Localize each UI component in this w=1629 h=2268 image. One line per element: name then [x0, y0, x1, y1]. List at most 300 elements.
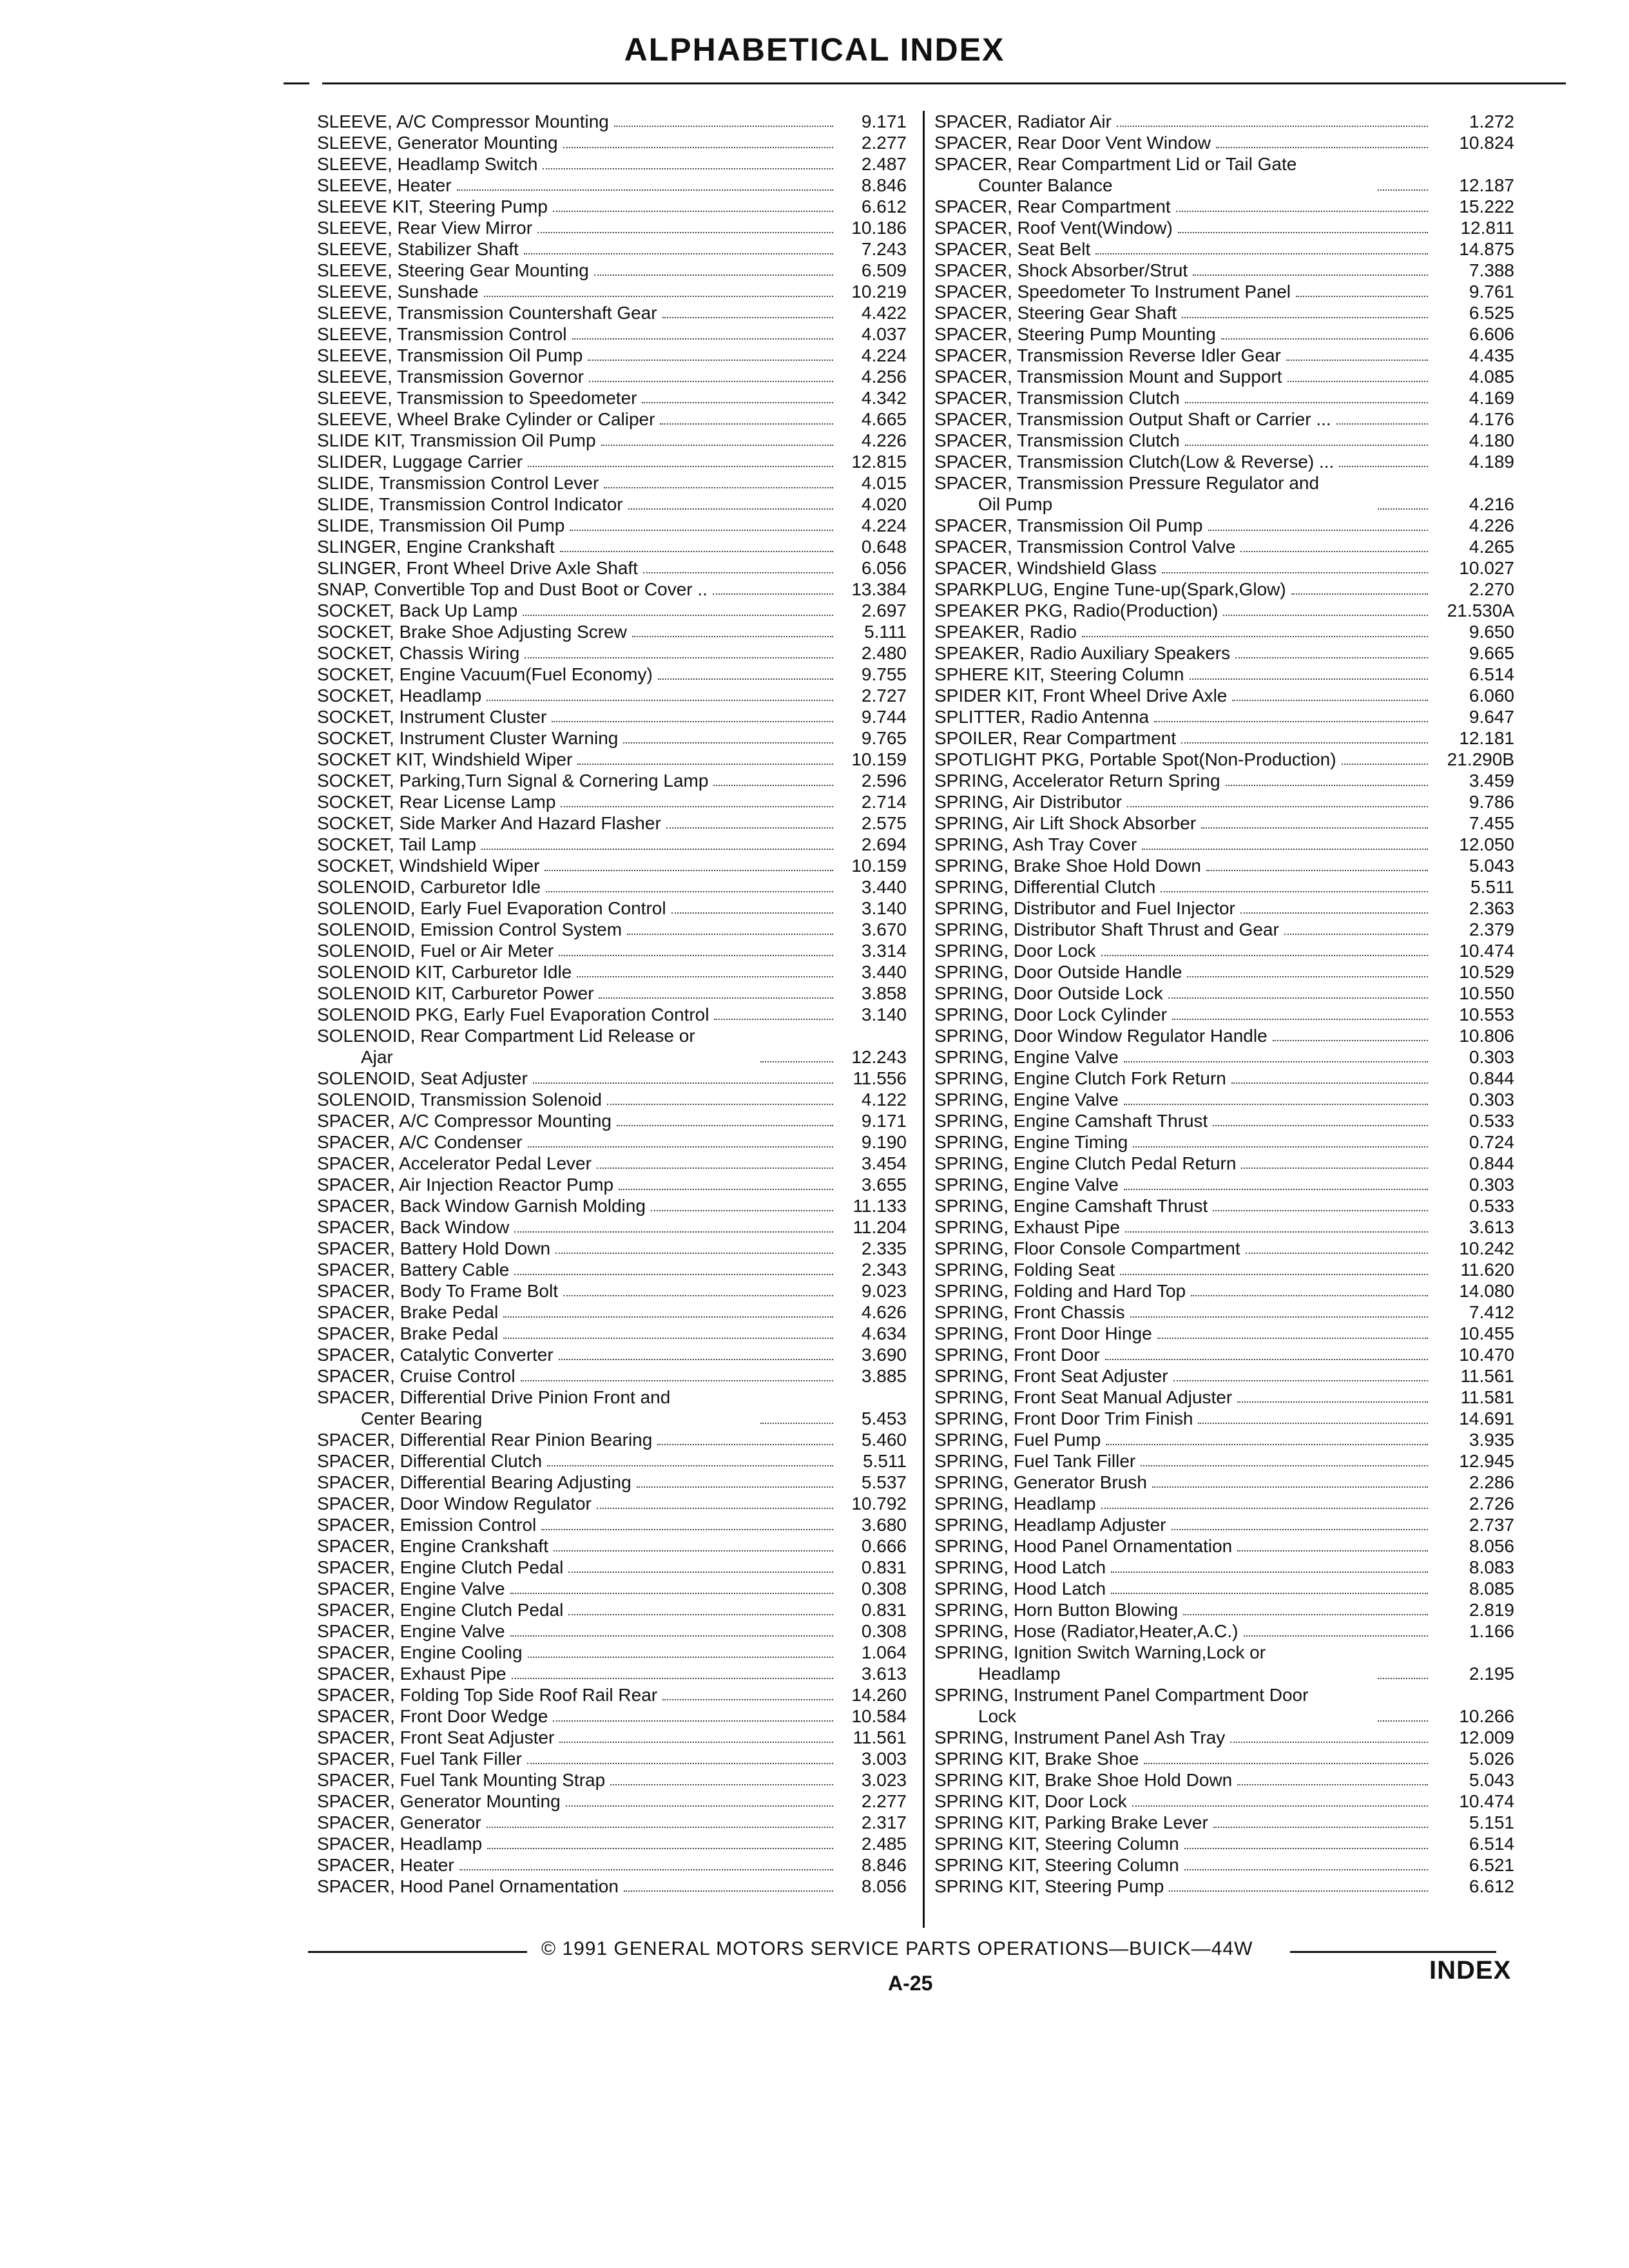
entry-label: SPACER, Generator — [317, 1812, 481, 1832]
entry-page-ref: 2.727 — [861, 686, 907, 706]
entry-page-ref: 2.286 — [1469, 1472, 1514, 1492]
dot-leader — [1130, 1316, 1428, 1318]
entry-page-ref: 0.831 — [861, 1600, 907, 1620]
footer-rule-left — [308, 1951, 527, 1953]
index-entry — [934, 238, 1514, 260]
dot-leader — [628, 508, 833, 510]
dot-leader — [1339, 466, 1428, 467]
entry-page-ref: 5.043 — [1469, 1770, 1514, 1790]
entry-page-ref: 9.665 — [1469, 643, 1514, 663]
entry-page-ref: 3.858 — [861, 983, 907, 1003]
index-entry — [317, 1131, 907, 1153]
entry-label: SPACER, A/C Compressor Mounting — [317, 1111, 612, 1131]
index-entry — [317, 1620, 907, 1642]
index-entry — [317, 451, 907, 472]
entry-page-ref: 5.151 — [1469, 1812, 1514, 1832]
entry-label: SPACER, Front Door Wedge — [317, 1706, 548, 1726]
dot-leader — [523, 615, 833, 616]
index-entry — [317, 642, 907, 664]
index-entry — [934, 1387, 1514, 1408]
index-entry — [317, 196, 907, 217]
dot-leader — [1240, 912, 1428, 914]
index-entry — [934, 983, 1514, 1004]
entry-page-ref: 11.620 — [1460, 1260, 1514, 1280]
entry-page-ref: 4.226 — [1469, 515, 1514, 535]
index-entry — [934, 196, 1514, 217]
entry-page-ref: 6.060 — [1469, 686, 1514, 706]
entry-page-ref: 2.335 — [861, 1238, 907, 1258]
entry-label: SPRING, Front Seat Manual Adjuster — [934, 1387, 1233, 1407]
entry-page-ref: 10.792 — [851, 1494, 907, 1514]
entry-label: SLEEVE, Steering Gear Mounting — [317, 260, 589, 280]
entry-page-ref: 3.440 — [861, 962, 907, 982]
dot-leader — [1378, 1678, 1428, 1679]
entry-label: SPACER, Differential Clutch — [317, 1451, 543, 1471]
entry-label-continued: Oil Pump — [978, 494, 1053, 514]
entry-label: SPACER, Back Window Garnish Molding — [317, 1196, 646, 1216]
index-entry — [317, 1578, 907, 1599]
entry-page-ref: 4.176 — [1469, 409, 1514, 429]
index-entry — [317, 876, 907, 898]
entry-label: SPRING, Floor Console Compartment — [934, 1238, 1240, 1258]
entry-page-ref: 5.511 — [1470, 877, 1514, 897]
index-entry — [317, 1153, 907, 1174]
entry-label: SPACER, Brake Pedal — [317, 1323, 499, 1343]
index-entry — [317, 961, 907, 983]
entry-label: SPACER, Seat Belt — [934, 239, 1091, 259]
dot-leader — [1162, 572, 1428, 573]
index-entry — [317, 1748, 907, 1769]
dot-leader — [561, 806, 833, 807]
entry-page-ref: 3.670 — [861, 919, 907, 939]
entry-label: SPACER, Engine Clutch Pedal — [317, 1557, 564, 1577]
entry-label: SPACER, Windshield Glass — [934, 558, 1157, 578]
entry-page-ref: 3.655 — [861, 1175, 907, 1195]
entry-label: SPRING, Front Door Hinge — [934, 1323, 1152, 1343]
entry-page-ref: 3.613 — [861, 1664, 907, 1684]
dot-leader — [1171, 1529, 1429, 1530]
entry-label: SPACER, Headlamp — [317, 1834, 483, 1854]
dot-leader — [545, 870, 833, 871]
entry-page-ref: 0.844 — [1469, 1153, 1514, 1173]
dot-leader — [1124, 1104, 1428, 1105]
index-entry — [317, 366, 907, 387]
entry-page-ref: 10.474 — [1459, 1791, 1514, 1811]
entry-label: SPRING KIT, Parking Brake Lever — [934, 1812, 1208, 1832]
index-entry — [317, 1302, 907, 1323]
entry-page-ref: 2.277 — [861, 1791, 907, 1811]
entry-label: SPACER, Roof Vent(Window) — [934, 218, 1173, 238]
entry-page-ref: 10.584 — [851, 1706, 907, 1726]
dot-leader — [1226, 785, 1428, 786]
entry-label: SPRING, Brake Shoe Hold Down — [934, 856, 1201, 876]
entry-page-ref: 2.480 — [861, 643, 907, 663]
entry-label: SPEAKER PKG, Radio(Production) — [934, 601, 1219, 620]
entry-label: SPRING, Fuel Tank Filler — [934, 1451, 1136, 1471]
entry-label: SOLENOID KIT, Carburetor Power — [317, 983, 594, 1003]
entry-label: SOLENOID, Rear Compartment Lid Release or Ajar — [317, 1026, 695, 1067]
index-entry — [934, 919, 1514, 940]
index-column-left — [317, 111, 907, 1897]
index-entry — [317, 685, 907, 706]
entry-page-ref: 3.459 — [1469, 771, 1514, 791]
dot-leader — [1198, 1423, 1428, 1424]
index-entry — [934, 685, 1514, 706]
dot-leader — [760, 1061, 833, 1062]
entry-page-ref: 9.171 — [861, 1111, 907, 1131]
entry-label: SPRING, Engine Clutch Pedal Return — [934, 1153, 1237, 1173]
dot-leader — [604, 487, 833, 488]
index-entry — [317, 812, 907, 834]
entry-label: SPACER, Radiator Air — [934, 111, 1112, 131]
dot-leader — [563, 1295, 833, 1296]
index-entry — [934, 1684, 1514, 1727]
index-entry — [317, 983, 907, 1004]
entry-label: SPACER, Front Seat Adjuster — [317, 1727, 555, 1747]
dot-leader — [1184, 1848, 1428, 1849]
entry-label: SPRING, Accelerator Return Spring — [934, 771, 1220, 791]
dot-leader — [1154, 721, 1428, 722]
entry-label: SOLENOID, Fuel or Air Meter — [317, 941, 554, 961]
dot-leader — [1120, 1274, 1428, 1275]
entry-label: SOCKET, Chassis Wiring — [317, 643, 520, 663]
dot-leader — [1240, 551, 1428, 552]
index-entry — [934, 1110, 1514, 1131]
index-entry — [934, 898, 1514, 919]
entry-label: SPEAKER, Radio Auxiliary Speakers — [934, 643, 1231, 663]
entry-page-ref: 12.181 — [1459, 728, 1514, 748]
index-entry — [934, 1854, 1514, 1876]
entry-label: SPRING, Instrument Panel Ash Tray — [934, 1727, 1226, 1747]
dot-leader — [1193, 274, 1428, 276]
entry-label: SPRING, Horn Button Blowing — [934, 1600, 1179, 1620]
entry-label: SPRING, Front Door — [934, 1345, 1100, 1365]
dot-leader — [601, 445, 833, 446]
entry-page-ref: 3.440 — [861, 877, 907, 897]
dot-leader — [1246, 1253, 1428, 1254]
index-entry — [934, 387, 1514, 408]
entry-label: SPACER, Transmission Mount and Support — [934, 367, 1282, 387]
dot-leader — [1127, 806, 1428, 807]
dot-leader — [1190, 678, 1429, 680]
dot-leader — [572, 338, 834, 340]
index-entry — [934, 217, 1514, 238]
dot-leader — [487, 1827, 833, 1828]
index-entry — [317, 1004, 907, 1025]
index-entry — [934, 1535, 1514, 1557]
index-entry — [317, 387, 907, 408]
entry-page-ref: 7.243 — [861, 239, 907, 259]
entry-page-ref: 0.303 — [1469, 1090, 1514, 1110]
index-entry — [934, 1599, 1514, 1620]
entry-page-ref: 2.343 — [861, 1260, 907, 1280]
entry-label: SPACER, A/C Condenser — [317, 1132, 523, 1152]
dot-leader — [614, 126, 833, 127]
index-entry — [317, 898, 907, 919]
entry-label: SPRING, Hood Latch — [934, 1579, 1106, 1599]
dot-leader — [666, 827, 833, 829]
entry-label: SPRING, Door Window Regulator Handle — [934, 1026, 1268, 1046]
entry-label: SPOTLIGHT PKG, Portable Spot(Non-Production) — [934, 749, 1336, 769]
entry-page-ref: 11.581 — [1460, 1387, 1514, 1407]
index-entry — [934, 1004, 1514, 1025]
dot-leader — [1241, 1168, 1428, 1169]
entry-page-ref: 3.885 — [861, 1366, 907, 1386]
index-entry — [317, 430, 907, 451]
dot-leader — [1208, 530, 1429, 531]
entry-label: SLEEVE, Transmission Countershaft Gear — [317, 303, 657, 323]
index-entry — [317, 345, 907, 366]
dot-leader — [1105, 1359, 1428, 1360]
entry-label: SOCKET KIT, Windshield Wiper — [317, 749, 573, 769]
entry-page-ref: 5.537 — [861, 1472, 907, 1492]
entry-page-ref: 9.755 — [861, 664, 907, 684]
dot-leader — [1101, 1508, 1428, 1509]
index-entry — [934, 451, 1514, 472]
index-entry — [934, 1365, 1514, 1387]
entry-page-ref: 8.056 — [1469, 1536, 1514, 1556]
dot-leader — [1213, 1827, 1428, 1828]
index-entry — [934, 1216, 1514, 1238]
entry-label: SPACER, Transmission Pressure Regulator and Oil Pump — [934, 473, 1320, 514]
entry-label: SOCKET, Windshield Wiper — [317, 856, 540, 876]
entry-page-ref: 4.169 — [1469, 388, 1514, 408]
entry-page-ref: 3.690 — [861, 1345, 907, 1365]
entry-label: SPRING, Headlamp — [934, 1494, 1096, 1514]
entry-page-ref: 10.455 — [1459, 1323, 1514, 1343]
entry-label: SOLENOID, Seat Adjuster — [317, 1068, 528, 1088]
entry-page-ref: 0.308 — [861, 1579, 907, 1599]
dot-leader — [1095, 253, 1428, 255]
entry-label: SPACER, Rear Compartment — [934, 197, 1171, 216]
index-entry — [317, 1068, 907, 1089]
dot-leader — [553, 1720, 833, 1722]
index-entry — [317, 515, 907, 536]
entry-page-ref: 14.080 — [1459, 1281, 1514, 1301]
index-entry — [934, 727, 1514, 749]
dot-leader — [1184, 1869, 1428, 1870]
entry-page-ref: 9.761 — [1469, 282, 1514, 302]
index-entry — [317, 281, 907, 302]
dot-leader — [541, 1529, 833, 1530]
entry-page-ref: 4.256 — [861, 367, 907, 387]
dot-leader — [1201, 827, 1428, 829]
entry-label: SPRING, Instrument Panel Compartment Door Lock — [934, 1685, 1309, 1726]
dot-leader — [637, 1486, 833, 1488]
dot-leader — [588, 360, 833, 361]
entry-page-ref: 4.224 — [861, 515, 907, 535]
index-entry — [317, 664, 907, 685]
index-entry — [317, 175, 907, 196]
entry-page-ref: 1.166 — [1469, 1621, 1514, 1641]
entry-page-ref: 14.691 — [1459, 1408, 1514, 1428]
entry-label: SPRING, Engine Camshaft Thrust — [934, 1196, 1208, 1216]
entry-page-ref: 12.187 — [1459, 175, 1514, 195]
entry-page-ref: 2.575 — [861, 813, 907, 833]
index-entry — [934, 1302, 1514, 1323]
index-entry — [934, 749, 1514, 770]
entry-label: SPRING, Door Outside Handle — [934, 962, 1182, 982]
dot-leader — [555, 1253, 833, 1254]
entry-label: SLEEVE, Transmission to Speedometer — [317, 388, 637, 408]
index-entry — [317, 1450, 907, 1472]
entry-label: SPACER, Transmission Clutch(Low & Reverse) ... — [934, 452, 1335, 472]
entry-page-ref: 4.342 — [861, 388, 907, 408]
dot-leader — [589, 381, 833, 382]
entry-label: SOLENOID, Carburetor Idle — [317, 877, 541, 897]
entry-label: SPRING, Differential Clutch — [934, 877, 1156, 897]
entry-label-continued: Ajar — [361, 1047, 393, 1067]
dot-leader — [1144, 1763, 1428, 1764]
entry-label: SOCKET, Brake Shoe Adjusting Screw — [317, 622, 627, 642]
dot-leader — [713, 785, 833, 786]
index-entry — [317, 536, 907, 557]
dot-leader — [503, 1316, 833, 1318]
entry-label: SPACER, Steering Gear Shaft — [934, 303, 1177, 323]
index-entry — [317, 834, 907, 855]
dot-leader — [610, 1784, 833, 1785]
entry-label: SPLITTER, Radio Antenna — [934, 707, 1150, 727]
index-entry — [317, 1791, 907, 1812]
footer-rule-right — [1290, 1951, 1496, 1953]
index-entry — [934, 579, 1514, 600]
dot-leader — [619, 1189, 833, 1190]
dot-leader — [559, 1359, 833, 1360]
index-entry — [317, 323, 907, 345]
index-entry — [317, 940, 907, 961]
dot-leader — [1273, 1040, 1428, 1041]
entry-page-ref: 5.453 — [861, 1408, 907, 1428]
entry-page-ref: 21.290B — [1447, 749, 1514, 769]
entry-page-ref: 4.020 — [861, 494, 907, 514]
entry-label: SPRING, Generator Brush — [934, 1472, 1147, 1492]
entry-page-ref: 2.195 — [1469, 1664, 1514, 1684]
dot-leader — [487, 1848, 833, 1849]
index-entry — [934, 791, 1514, 812]
index-entry — [317, 1727, 907, 1748]
index-entry — [317, 706, 907, 727]
dot-leader — [1178, 232, 1428, 233]
entry-label: SPRING KIT, Steering Pump — [934, 1876, 1164, 1896]
entry-label: SPACER, Emission Control — [317, 1515, 537, 1535]
entry-label: SPRING, Ash Tray Cover — [934, 834, 1137, 854]
dot-leader — [1117, 126, 1428, 127]
entry-label: SLINGER, Engine Crankshaft — [317, 537, 555, 557]
index-entry — [317, 1259, 907, 1280]
page-number: A-25 — [888, 1972, 933, 1995]
index-entry — [317, 472, 907, 494]
entry-label: SPACER, Shock Absorber/Strut — [934, 260, 1188, 280]
entry-page-ref: 0.533 — [1469, 1196, 1514, 1216]
entry-page-ref: 0.666 — [861, 1536, 907, 1556]
entry-label: SPRING, Engine Timing — [934, 1132, 1128, 1152]
dot-leader — [459, 1869, 833, 1870]
dot-leader — [1157, 1338, 1428, 1339]
index-entry — [934, 1131, 1514, 1153]
entry-page-ref: 3.314 — [861, 941, 907, 961]
entry-page-ref: 10.159 — [851, 856, 907, 876]
entry-label: SPACER, Catalytic Converter — [317, 1345, 554, 1365]
entry-page-ref: 10.529 — [1459, 962, 1514, 982]
index-entry — [934, 812, 1514, 834]
index-entry — [317, 1429, 907, 1450]
header-rule — [322, 82, 1566, 84]
index-entry — [317, 1472, 907, 1493]
dot-leader — [1152, 1486, 1428, 1488]
dot-leader — [627, 934, 833, 935]
dot-leader — [1082, 636, 1428, 637]
index-entry — [934, 600, 1514, 621]
entry-page-ref: 7.412 — [1469, 1302, 1514, 1322]
index-entry — [317, 579, 907, 600]
entry-label: SPHERE KIT, Steering Column — [934, 664, 1184, 684]
entry-page-ref: 10.159 — [851, 749, 907, 769]
index-entry — [317, 1876, 907, 1897]
index-entry — [934, 1514, 1514, 1535]
entry-label: SPARKPLUG, Engine Tune-up(Spark,Glow) — [934, 579, 1286, 599]
entry-page-ref: 6.612 — [861, 197, 907, 216]
dot-leader — [1221, 338, 1428, 340]
entry-page-ref: 4.226 — [861, 430, 907, 450]
index-entry — [934, 1812, 1514, 1833]
entry-label-continued: Counter Balance — [978, 175, 1113, 195]
index-entry — [934, 1833, 1514, 1854]
entry-label: SPACER, Differential Bearing Adjusting — [317, 1472, 631, 1492]
dot-leader — [543, 168, 833, 169]
dot-leader — [527, 1763, 833, 1764]
dot-leader — [537, 232, 833, 233]
entry-label: SLEEVE KIT, Steering Pump — [317, 197, 548, 216]
entry-page-ref: 10.474 — [1459, 941, 1514, 961]
dot-leader — [632, 636, 833, 637]
entry-page-ref: 0.831 — [861, 1557, 907, 1577]
entry-page-ref: 4.216 — [1469, 494, 1514, 514]
entry-label: SPRING KIT, Brake Shoe — [934, 1749, 1139, 1769]
dot-leader — [1173, 1380, 1428, 1381]
index-entry — [934, 940, 1514, 961]
entry-page-ref: 8.846 — [861, 175, 907, 195]
entry-page-ref: 5.460 — [861, 1430, 907, 1450]
index-entry — [934, 1068, 1514, 1089]
dot-leader — [642, 402, 833, 403]
dot-leader — [714, 1019, 833, 1020]
index-entry — [934, 281, 1514, 302]
dot-leader — [1182, 317, 1428, 318]
dot-leader — [563, 147, 833, 148]
entry-label: SPACER, Fuel Tank Mounting Strap — [317, 1770, 606, 1790]
entry-page-ref: 0.648 — [861, 537, 907, 557]
entry-label: SPRING KIT, Door Lock — [934, 1791, 1127, 1811]
entry-label: SPRING, Air Lift Shock Absorber — [934, 813, 1197, 833]
entry-page-ref: 4.122 — [861, 1090, 907, 1110]
dot-leader — [514, 1274, 833, 1275]
dot-leader — [546, 891, 833, 892]
dot-leader — [1216, 147, 1428, 148]
index-entry — [934, 1323, 1514, 1344]
index-entry — [934, 1472, 1514, 1493]
entry-page-ref: 0.533 — [1469, 1111, 1514, 1131]
dot-leader — [597, 1508, 833, 1509]
entry-label: SPRING, Engine Valve — [934, 1090, 1119, 1110]
dot-leader — [1235, 657, 1428, 658]
dot-leader — [1183, 1614, 1428, 1615]
dot-leader — [577, 976, 833, 977]
index-entry — [317, 1174, 907, 1195]
entry-page-ref: 8.083 — [1469, 1557, 1514, 1577]
entry-label: SPACER, Differential Rear Pinion Bearing — [317, 1430, 653, 1450]
entry-page-ref: 3.140 — [861, 1004, 907, 1024]
entry-page-ref: 0.724 — [1469, 1132, 1514, 1152]
